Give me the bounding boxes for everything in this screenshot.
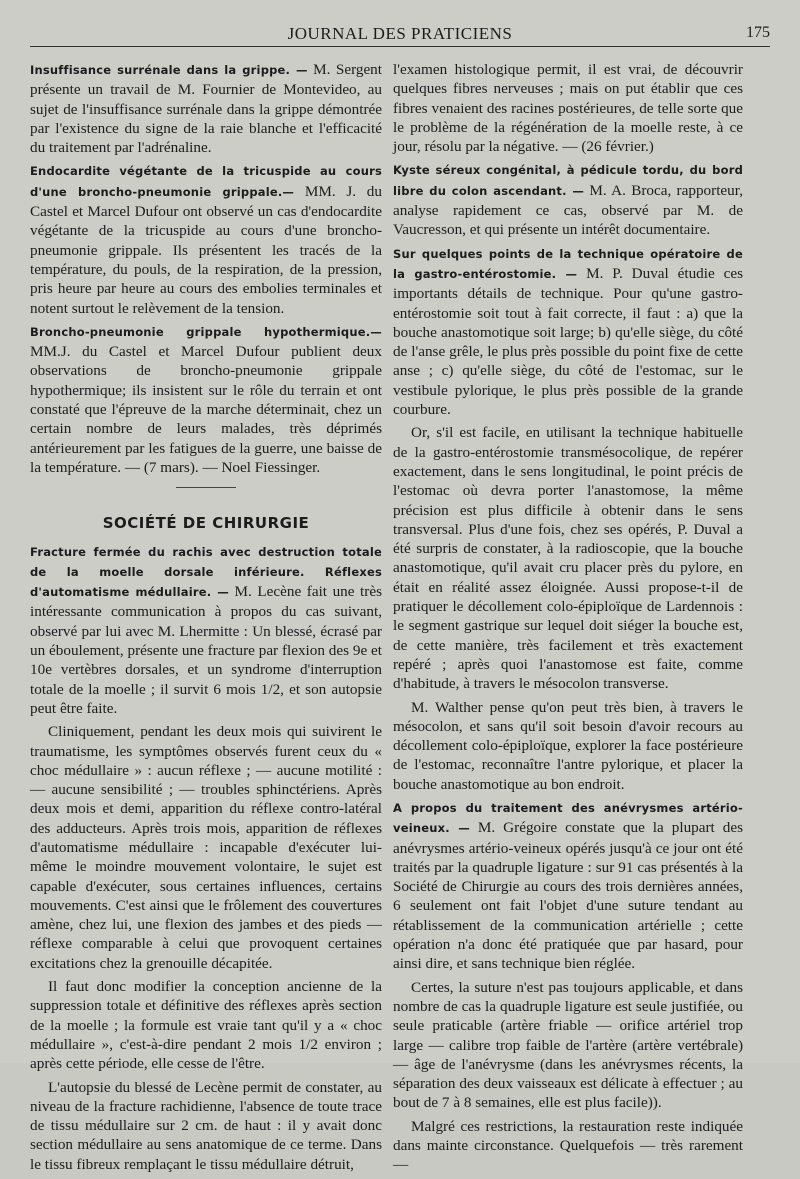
paragraph-cliniquement: Cliniquement, pendant les deux mois qui suivirent le traumatisme, les symptômes observés furent ceux du « choc médullaire » : aucun réflexe ; — aucune motilité : — aucune sensibilité ; — troubles sphinctériens. Après deux mois et demi, apparition du réflexe contro-latéral des adducteurs. Après trois mois, apparition de réflexes d'automatisme médullaire : incapable d'exécuter lui-même le moindre mouvement volontaire, le sujet est capable d'exécuter, sous certaines influences, certains mouvements. C'est ainsi que le frôlement des couvertures amène, chez lui, une flexion des jambes et des pieds — réflexe comparable à celui que provoquent certaines excitations chez la grenouille décapitée.: [30, 723, 382, 972]
article-gastro-enterostomie: [393, 244, 743, 420]
page-number: 175: [746, 24, 770, 41]
article-endocardite: [30, 161, 382, 317]
rubric-title: Broncho-pneumonie grippale hypothermique.—: [30, 324, 382, 339]
section-heading-societe-chirurgie: SOCIÉTÉ DE CHIRURGIE: [102, 514, 310, 533]
paragraph-autopsie: L'autopsie du blessé de Lecène permit de constater, au niveau de la fracture rachidienne, l'absence de toute trace de tissu médullaire sur 2 cm. de haut : il y avait donc section médullaire au sens anatomique de ce terme. Dans le tissu fibreux remplaçant le tissu médullaire détruit,: [30, 1078, 382, 1173]
journal-title: JOURNAL DES PRATICIENS: [287, 24, 513, 43]
article-body: M. P. Duval étudie ces importants détails de technique. Pour qu'une gastro-entérostomie soit tout à fait correcte, il faut : a) que la bouche anastomotique soit large; b) qu'elle siège, du côté de l'anse grêle, le plus près possible du point fixe de cette anse ; c) qu'elle siège, du côté de l'estomac, sur le vestibule pylorique, le plus près possible de la grande courbure.: [393, 264, 743, 419]
rubric-title: Sur quelques points de la technique opératoire de la gastro-entérostomie. —: [393, 246, 743, 281]
rubric-title: Kyste séreux congénital, à pédicule tordu, du bord libre du colon ascendant. —: [393, 163, 743, 198]
rubric-title: Fracture fermée du rachis avec destruction totale de la moelle dorsale inférieure. Réflexes d'automatisme médullaire. —: [30, 544, 382, 600]
paragraph-restrictions: Malgré ces restrictions, la restauration reste indiquée dans mainte circonstance. Quelquefois — très rarement —: [393, 1117, 743, 1174]
rubric-title: Endocardite végétante de la tricuspide au cours d'une broncho-pneumonie grippale.—: [30, 164, 382, 199]
rubric-title: A propos du traitement des anévrysmes artério-veineux. —: [393, 800, 743, 836]
article-anevrysmes: [393, 798, 743, 974]
article-broncho-pneumonie: [30, 322, 382, 477]
article-body: M. Grégoire constate que la plupart des anévrysmes artério-veineux opérés jusqu'à ce jour ont été traités par la quadruple ligature : sur 91 cas présentés à la Société de Chirurgie au cours des trois dernières années, 6 seulement ont fait l'objet d'une suture tendant au rétablissement de la communication artérielle ; cette opération n'a donc été pratiquée que par hasard, pour ainsi dire, et sans technique bien réglée.: [393, 819, 744, 973]
paragraph-suture: Certes, la suture n'est pas toujours applicable, et dans nombre de cas la quadruple ligature est seule justifiée, ou seule praticable (artère friable — orifice artériel trop large — calibre trop faible de l'artère (artère vertébrale) — âge de l'anévrysme (dans les anévrysmes récents, la séparation des deux vaisseaux est délicate à effectuer ; au bout de 7 à 8 semaines, elle est plus facile)).: [393, 978, 743, 1112]
paragraph-examen-histologique: l'examen histologique permit, il est vrai, de découvrir quelques fibres nerveuses ; mais on put établir que ces fibres venaient des racines postérieures, de telle sorte que le problème de la régénération de la moelle reste, à ce jour, résolu par la négative. — (26 février.): [393, 61, 743, 156]
section-divider: [176, 487, 236, 488]
article-fracture-rachis: [30, 542, 382, 719]
paragraph-walther: M. Walther pense qu'on peut très bien, à travers le mésocolon, et sans qu'il soit besoin d'avoir recours au décollement colo-épiploïque, explorer la face postérieure de l'estomac, reconnaître l'antre pylorique, et placer la bouche anastomotique au bon endroit.: [393, 698, 743, 793]
article-kyste-sereux: [393, 160, 743, 239]
left-column: [30, 60, 382, 1178]
article-body: MM. J. du Castel et Marcel Dufour ont observé un cas d'endocardite végétante de la tricuspide au cours d'une broncho-pneumonie grippale. Ils présentent les tracés de la température, du pouls, de la respiration, de la pression, pris heure par heure au cours des embolies terminales et notent surtout le relèvement de la tension.: [30, 182, 382, 317]
paragraph-conception: Il faut donc modifier la conception ancienne de la suppression totale et définitive des réflexes après section de la moelle ; la formule est vraie tant qu'il y a « choc médullaire », c'est-à-dire pendant 2 mois 1/2 environ ; après cette période, elle cesse de l'être.: [30, 978, 382, 1073]
article-insuffisance-surrenale: [30, 60, 382, 157]
article-body: M. Sergent présente un travail de M. Fournier de Montevideo, au sujet de l'insuffisance surrénale dans la grippe démontrée par l'existence du signe de la raie blanche et l'efficacité du traitement par l'adrénaline.: [30, 61, 382, 157]
paragraph-technique: Or, s'il est facile, en utilisant la technique habituelle de la gastro-entérostomie transmésocolique, de repérer exactement, dans le sens longitudinal, le point précis de l'estomac où devra porter l'anastomose, la même précision est plus difficile à obtenir dans le sens transversal. Plus d'une fois, chez ses opérés, P. Duval a été surpris de constater, à la radioscopie, que la bouche anastomotique, qu'il avait cru placer près du pylore, en était en réalité assez éloignée. Aussi propose-t-il de pratiquer le décollement colo-épiploïque de Lardennois : le segment gastrique sur lequel doit siéger la bouche est, de cette manière, très facilement et très exactement repéré ; après quoi l'anastomose est faite, comme d'habitude, à travers le mésocolon transverse.: [393, 424, 743, 693]
right-column: [393, 60, 743, 1179]
running-header: [30, 24, 770, 47]
article-body: M. Lecène fait une très intéressante communication à propos du cas suivant, observé par lui avec M. Lhermitte : Un blessé, écrasé par un éboulement, présente une fracture par flexion des 9e et 10e vertèbres dorsales, et un syndrome d'interruption totale de la moelle ; il survit 6 mois 1/2, et son autopsie peut être faite.: [30, 583, 382, 717]
article-body: MM.J. du Castel et Marcel Dufour publient deux observations de broncho-pneumonie grippale hypothermique; ils insistent sur le rôle du terrain et ont constaté que l'épreuve de la marche déterminait, chez un certain nombre de leurs malades, très déprimés antérieurement par les fatigues de la guerre, une baisse de la température. — (7 mars). — Noel Fiessinger.: [30, 343, 382, 476]
article-body: M. A. Broca, rapporteur, analyse rapidement ce cas, observé par M. de Vaucresson, et qui présente un intérêt documentaire.: [393, 181, 743, 239]
rubric-title: Insuffisance surrénale dans la grippe. —: [30, 63, 308, 77]
